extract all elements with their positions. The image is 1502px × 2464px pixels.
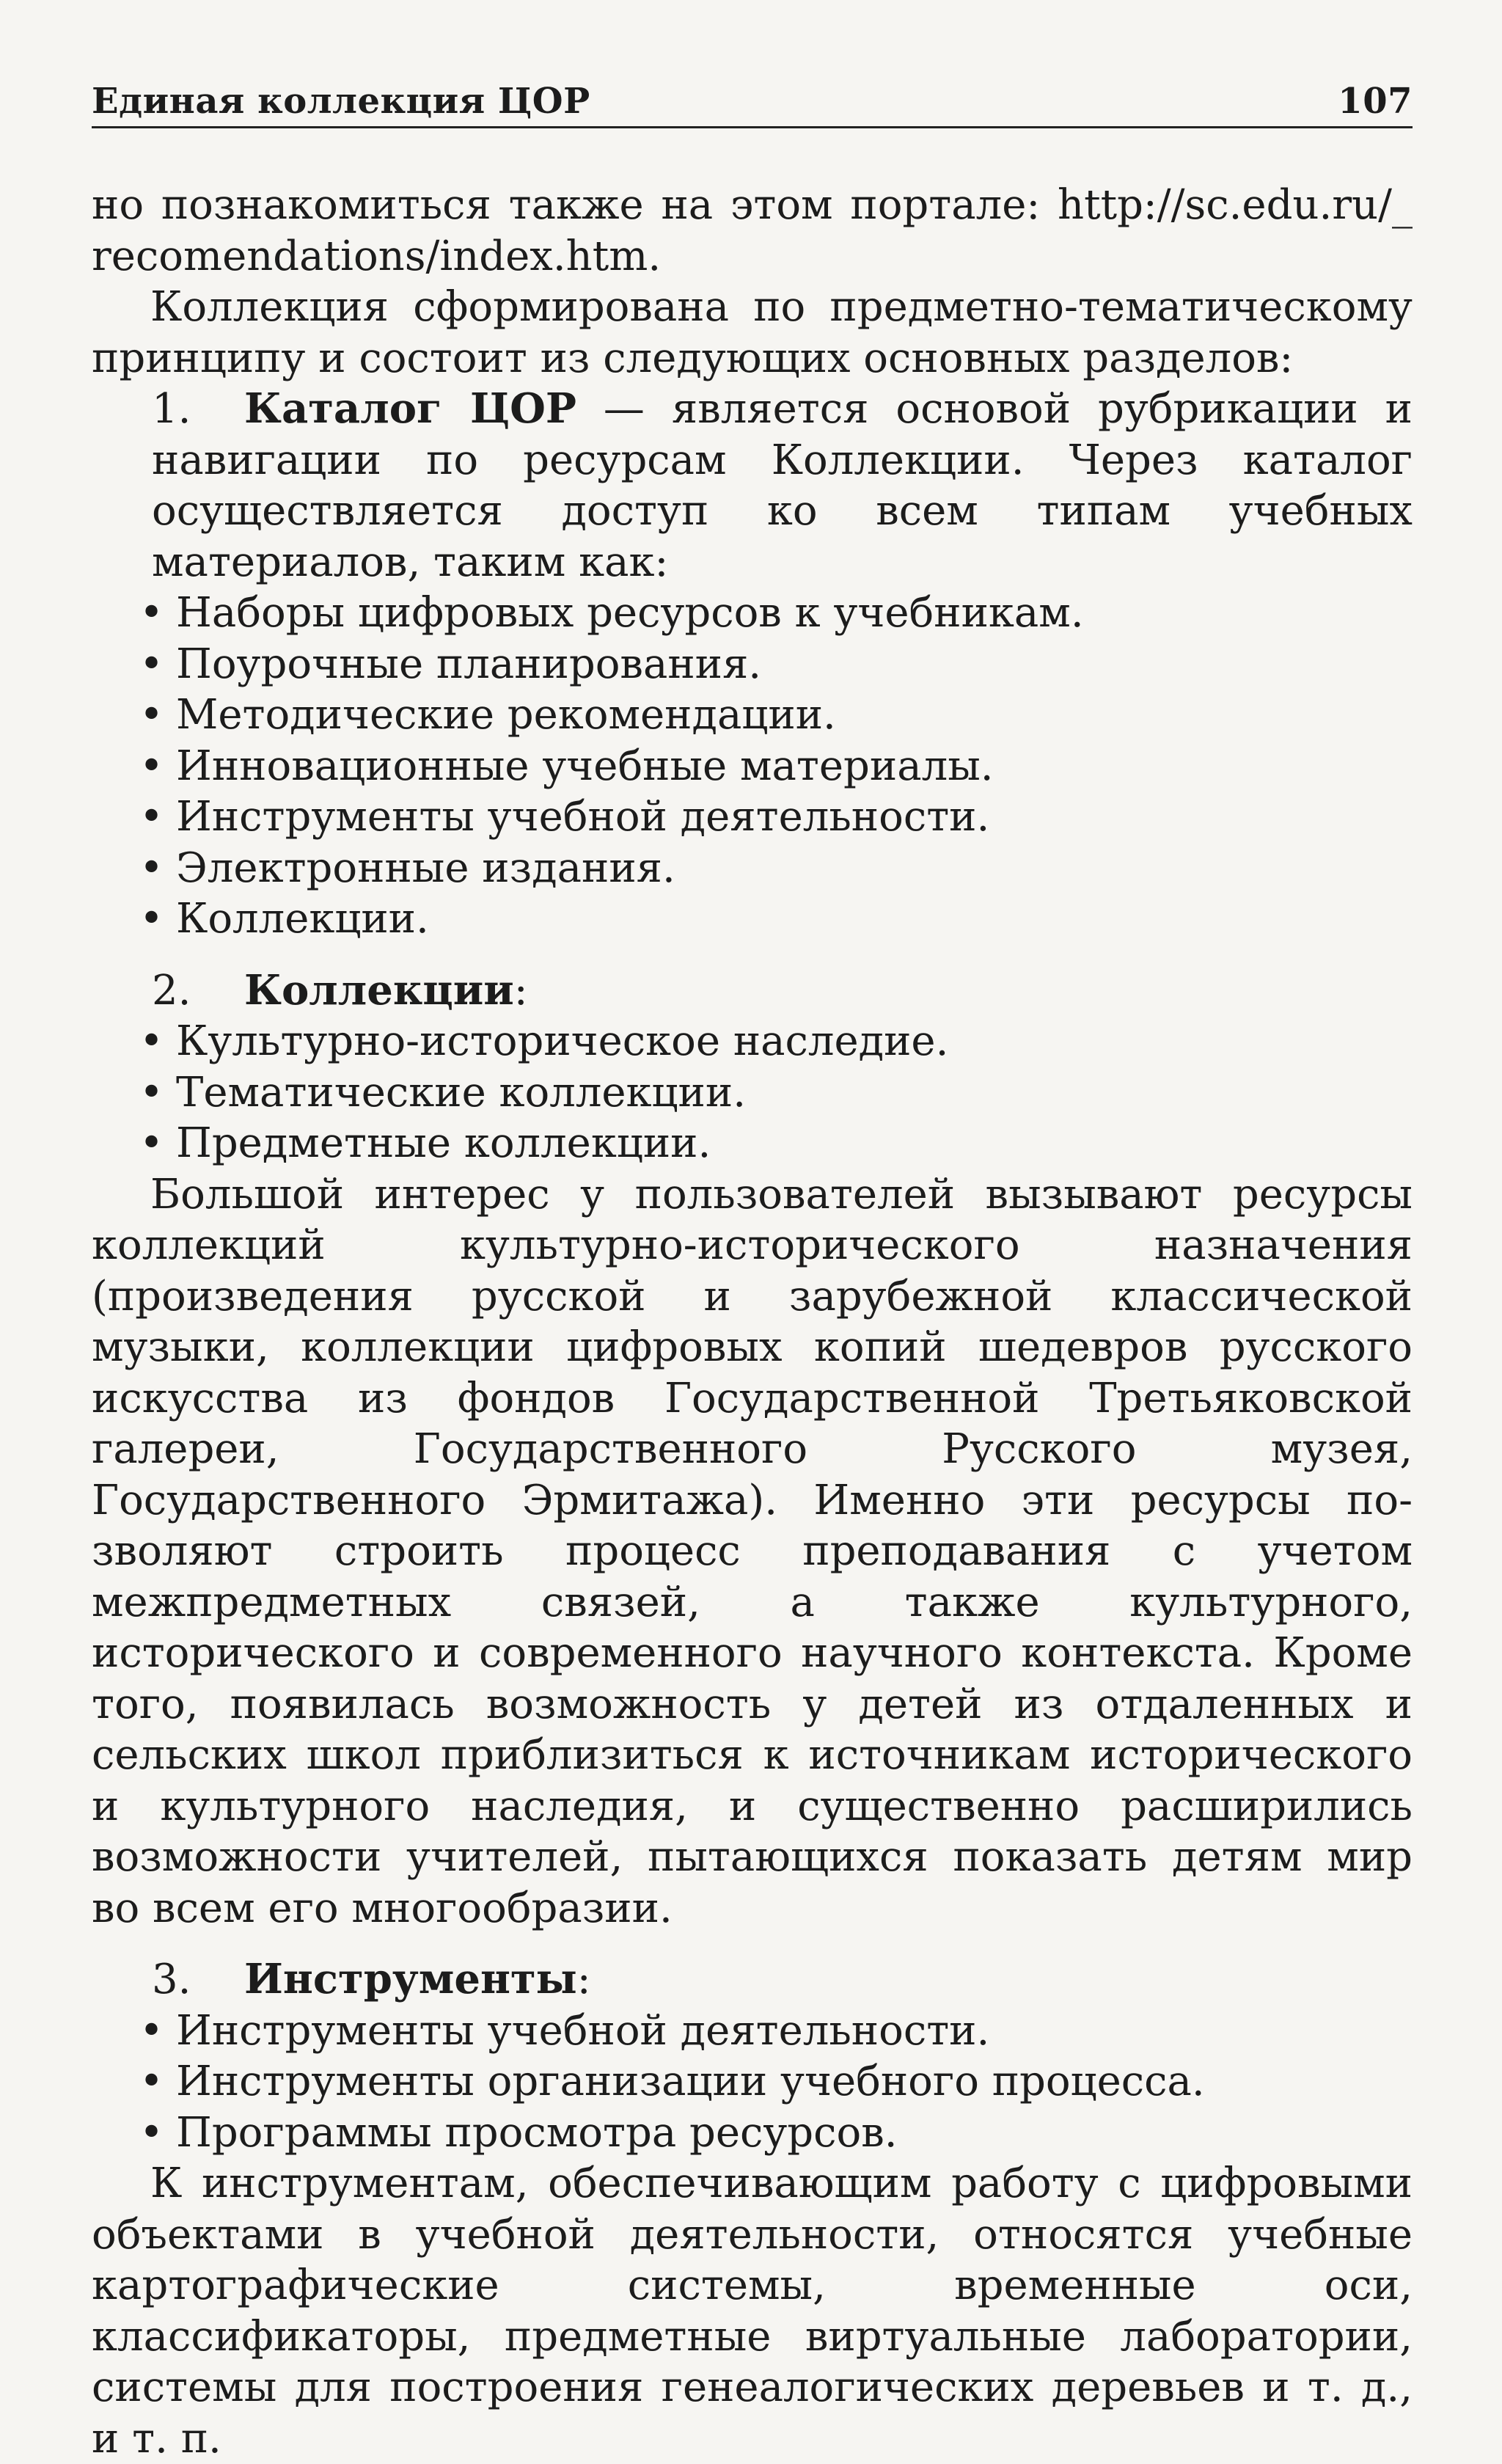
section-1-number: 1. xyxy=(152,385,191,433)
list-item: • Электронные издания. xyxy=(139,843,1413,894)
section-3-colon: : xyxy=(576,1956,591,2003)
section-3-list xyxy=(92,2006,1413,2159)
list-item: • Тематические коллекции. xyxy=(139,1067,1413,1119)
section-2-colon: : xyxy=(513,966,528,1015)
section-2-heading xyxy=(92,965,1413,1017)
list-item: • Культурно-историческое наследие. xyxy=(139,1016,1413,1067)
body-text xyxy=(92,180,1413,2464)
list-item: • Инструменты организации учебного процесса. xyxy=(139,2056,1413,2107)
list-item: • Программы просмотра ресурсов. xyxy=(139,2107,1413,2159)
collections-paragraph: Большой интерес у пользователей вызывают ресурсы коллекций культурно-исторического назначения (произведения русской и зарубежной классической музыки, коллекции цифровых копий шедевров русского искусства из фондов Государственной Третьяковской галереи, Государственного Русского музея, Государственного Эрмитажа). Именно эти ресурсы позволяют строить процесс преподавания с учетом межпредметных связей, а также культурного, исторического и современного научного контекста. Кроме того, появилась возможность у детей из отдаленных и сельских школ приблизиться к источникам исторического и культурного наследия, и существенно расширились возможности учителей, пытающихся показать детям мир во всем его многообразии. xyxy=(92,1170,1413,1932)
section-3-title: Инструменты xyxy=(244,1955,577,2003)
intro-line: но познакомиться также на этом портале: http://sc.edu.ru/_ recomendations/index.htm. xyxy=(92,181,1413,280)
section-1-heading xyxy=(92,384,1413,588)
list-item: • Инновационные учебные материалы. xyxy=(139,741,1413,792)
running-head-title: Единая коллекция ЦОР xyxy=(92,81,590,122)
section-2-title: Коллекции xyxy=(244,965,514,1015)
list-item: • Инструменты учебной деятельности. xyxy=(139,2006,1413,2057)
page-number: 107 xyxy=(1338,81,1413,122)
section-1-title: Каталог ЦОР xyxy=(244,384,576,433)
list-item: • Инструменты учебной деятельности. xyxy=(139,792,1413,843)
running-head xyxy=(92,81,1413,128)
list-item: • Коллекции. xyxy=(139,893,1413,945)
section-1-text: — является основой рубрикации и навигации по ресурсам Коллекции. Через каталог осуществляется доступ ко всем типам учебных материалов, таким как: xyxy=(152,385,1413,586)
section-1-list xyxy=(92,588,1413,945)
section-3-heading xyxy=(92,1954,1413,2006)
list-item: • Методические рекомендации. xyxy=(139,690,1413,741)
structure-paragraph: Коллекция сформирована по предметно-тематическому принципу и состоит из следующих основных разделов: xyxy=(92,283,1413,382)
tools-paragraph: К инструментам, обеспечивающим работу с цифровыми объектами в учебной деятельности, относятся учебные картографические системы, временные оси, классификаторы, предметные виртуальные лаборатории, системы для построения генеалогических деревьев и т. д., и т. п. xyxy=(92,2160,1413,2463)
section-3-number: 3. xyxy=(152,1956,191,2003)
list-item: • Предметные коллекции. xyxy=(139,1118,1413,1169)
list-item: • Поурочные планирования. xyxy=(139,639,1413,690)
section-2-number: 2. xyxy=(152,966,191,1015)
section-2-list xyxy=(92,1016,1413,1169)
list-item: • Наборы цифровых ресурсов к учебникам. xyxy=(139,588,1413,639)
